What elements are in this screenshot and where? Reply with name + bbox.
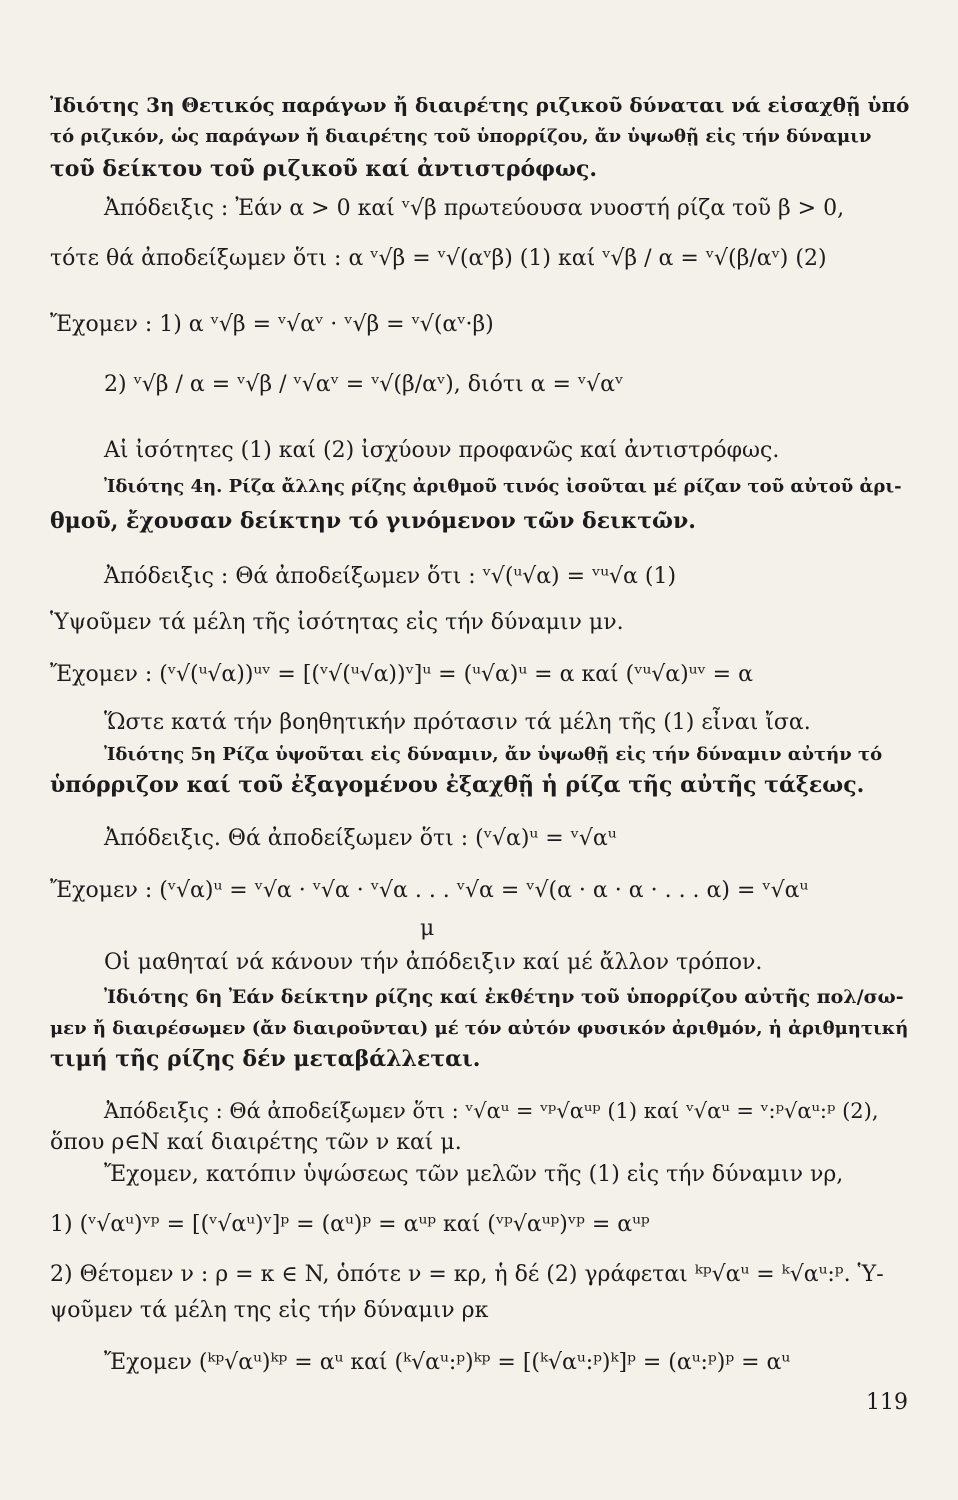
text-line: Ἰδιότης 4η. Ρίζα ἄλλης ρίζης ἀριθμοῦ τινός ἰσοῦται μέ ρίζαν τοῦ αὐτοῦ ἀρι- — [104, 476, 902, 497]
text-line: 1) (ᵛ√αᵘ)ᵛᵖ = [(ᵛ√αᵘ)ᵛ]ᵖ = (αᵘ)ᵖ = αᵘᵖ καί (ᵛᵖ√αᵘᵖ)ᵛᵖ = αᵘᵖ — [50, 1212, 650, 1237]
text-line: Ἰδιότης 3η Θετικός παράγων ἤ διαιρέτης ριζικοῦ δύναται νά εἰσαχθῇ ὑπό — [50, 93, 910, 117]
text-line: ὅπου ρ∈N καί διαιρέτης τῶν ν καί μ. — [50, 1130, 462, 1155]
text-line: ψοῦμεν τά μέλη της εἰς τήν δύναμιν ρκ — [50, 1298, 489, 1323]
text-line: Ἰδιότης 6η Ἐάν δείκτην ρίζης καί ἐκθέτην τοῦ ὑπορρίζου αὐτῆς πολ/σω- — [104, 986, 904, 1008]
text-line: Οἱ μαθηταί νά κάνουν τήν ἀπόδειξιν καί μέ ἄλλον τρόπον. — [104, 950, 763, 975]
underbrace-label: μ — [420, 916, 435, 941]
text-line: Ἔχομεν : 1) α ᵛ√β = ᵛ√αᵛ · ᵛ√β = ᵛ√(αᵛ·β) — [50, 312, 494, 337]
page-number: 119 — [866, 1390, 908, 1415]
text-line: Αἱ ἰσότητες (1) καί (2) ἰσχύουν προφανῶς καί ἀντιστρόφως. — [104, 438, 780, 463]
text-line: Ἔχομεν : (ᵛ√(ᵘ√α))ᵘᵛ = [(ᵛ√(ᵘ√α))ᵛ]ᵘ = (ᵘ√α)ᵘ = α καί (ᵛᵘ√α)ᵘᵛ = α — [50, 662, 753, 687]
text-line: τιμή τῆς ρίζης δέν μεταβάλλεται. — [50, 1046, 481, 1072]
text-line: ὑπόρριζον καί τοῦ ἐξαγομένου ἐξαχθῇ ἡ ρίζα τῆς αὐτῆς τάξεως. — [50, 772, 865, 798]
text-line: τό ριζικόν, ὡς παράγων ἤ διαιρέτης τοῦ ὑπορρίζου, ἄν ὑψωθῇ εἰς τήν δύναμιν — [50, 126, 872, 147]
text-line: Ἔχομεν, κατόπιν ὑψώσεως τῶν μελῶν τῆς (1) εἰς τήν δύναμιν νρ, — [104, 1162, 844, 1187]
text-line: Ὑψοῦμεν τά μέλη τῆς ἰσότητας εἰς τήν δύναμιν μν. — [50, 610, 624, 635]
text-line: Ἔχομεν : (ᵛ√α)ᵘ = ᵛ√α · ᵛ√α · ᵛ√α . . . ᵛ√α = ᵛ√(α · α · α · . . . α) = ᵛ√αᵘ — [50, 878, 809, 903]
text-line: Ἀπόδειξις : Θά ἀποδείξωμεν ὅτι : ᵛ√αᵘ = ᵛᵖ√αᵘᵖ (1) καί ᵛ√αᵘ = ᵛ:ᵖ√αᵘ:ᵖ (2), — [104, 1099, 879, 1123]
text-line: μεν ἤ διαιρέσωμεν (ἄν διαιροῦνται) μέ τόν αὐτόν φυσικόν ἀριθμόν, ἡ ἀριθμητική — [50, 1018, 909, 1039]
text-line: θμοῦ, ἔχουσαν δείκτην τό γινόμενον τῶν δεικτῶν. — [50, 508, 696, 534]
text-line: Ὥστε κατά τήν βοηθητικήν πρότασιν τά μέλη τῆς (1) εἶναι ἴσα. — [104, 710, 811, 735]
text-line: Ἔχομεν (ᵏᵖ√αᵘ)ᵏᵖ = αᵘ καί (ᵏ√αᵘ:ᵖ)ᵏᵖ = [(ᵏ√αᵘ:ᵖ)ᵏ]ᵖ = (αᵘ:ᵖ)ᵖ = αᵘ — [104, 1350, 791, 1375]
text-line: τότε θά ἀποδείξωμεν ὅτι : α ᵛ√β = ᵛ√(αᵛβ) (1) καί ᵛ√β / α = ᵛ√(β/αᵛ) (2) — [50, 246, 827, 271]
text-line: 2) ᵛ√β / α = ᵛ√β / ᵛ√αᵛ = ᵛ√(β/αᵛ), διότι α = ᵛ√αᵛ — [104, 372, 624, 397]
text-line: Ἰδιότης 5η Ρίζα ὑψοῦται εἰς δύναμιν, ἄν ὑψωθῇ εἰς τήν δύναμιν αὐτήν τό — [104, 744, 883, 765]
text-line: 2) Θέτομεν ν : ρ = κ ∈ N, ὁπότε ν = κρ, ἡ δέ (2) γράφεται ᵏᵖ√αᵘ = ᵏ√αᵘ:ᵖ. Ὑ- — [50, 1262, 884, 1287]
text-line: Ἀπόδειξις : Θά ἀποδείξωμεν ὅτι : ᵛ√(ᵘ√α) = ᵛᵘ√α (1) — [104, 564, 677, 589]
text-line: τοῦ δείκτου τοῦ ριζικοῦ καί ἀντιστρόφως. — [50, 156, 598, 182]
text-line: Ἀπόδειξις : Ἐάν α > 0 καί ᵛ√β πρωτεύουσα νυοστή ρίζα τοῦ β > 0, — [104, 196, 845, 221]
text-line: Ἀπόδειξις. Θά ἀποδείξωμεν ὅτι : (ᵛ√α)ᵘ = ᵛ√αᵘ — [104, 826, 617, 851]
